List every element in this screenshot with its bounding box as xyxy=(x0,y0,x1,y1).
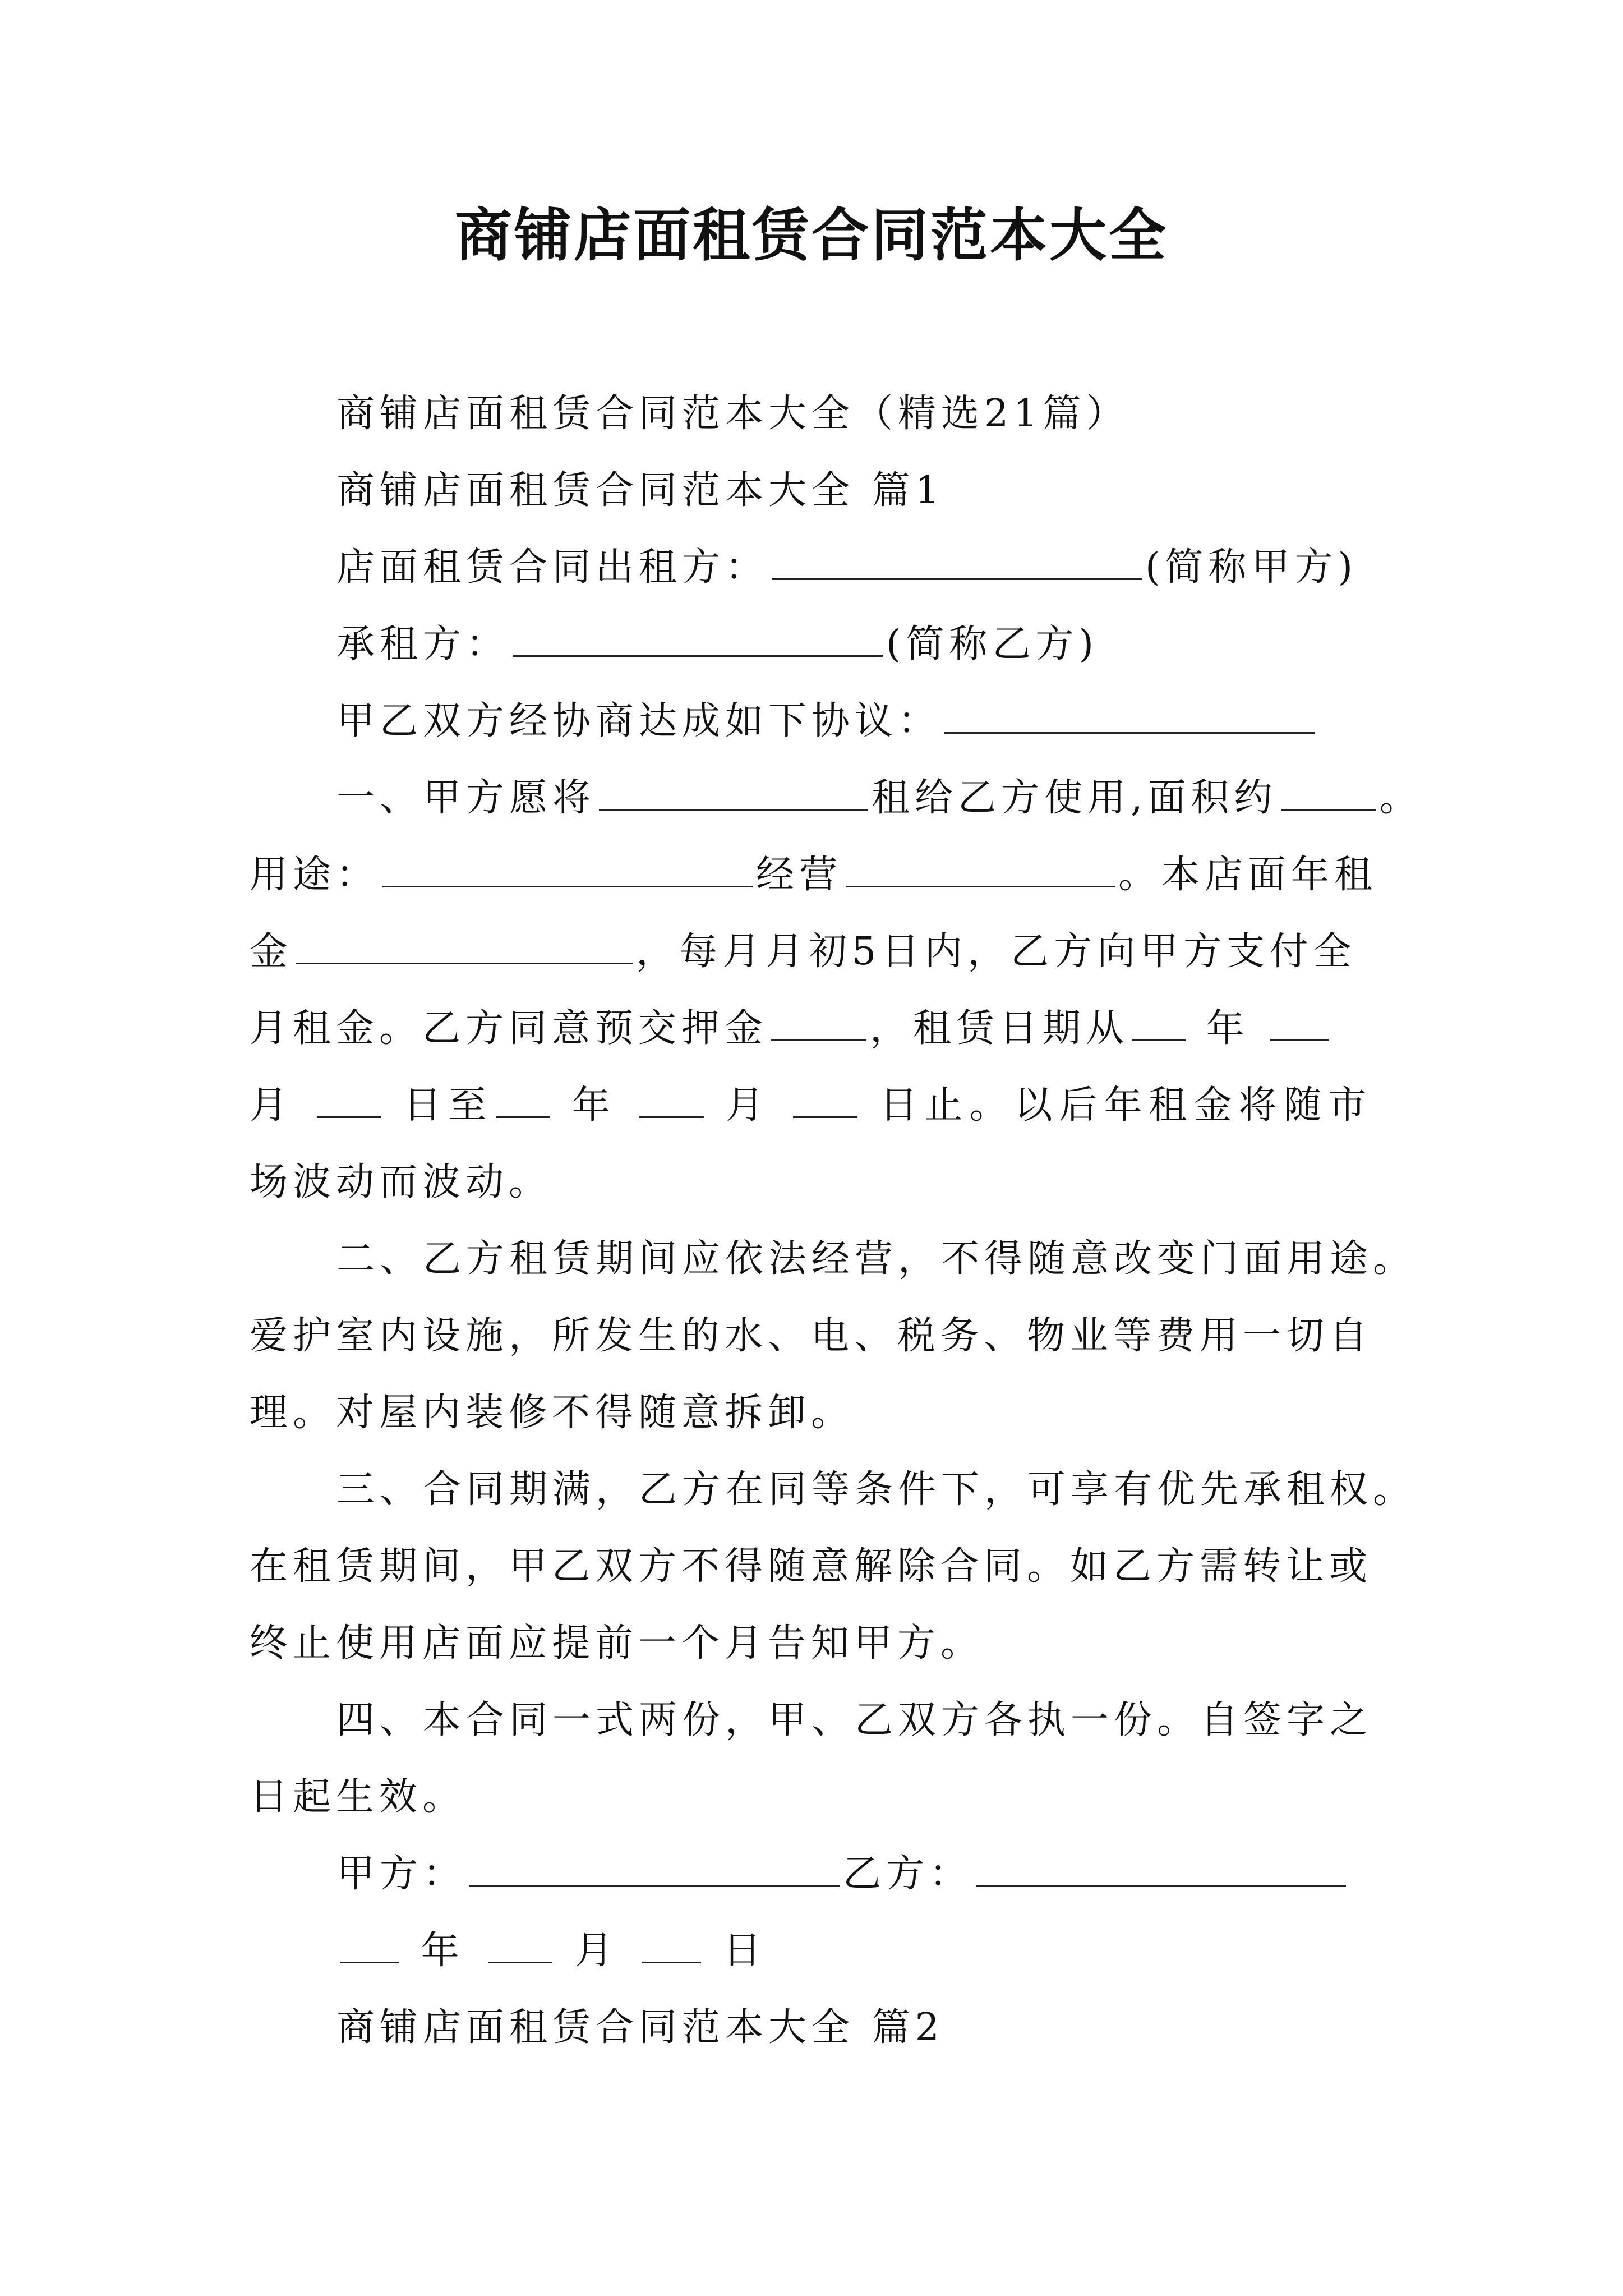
document-title: 商铺店面租赁合同范本大全 xyxy=(455,202,1168,269)
clause-1-text: ，每月月初5日内，乙方向甲方支付全 xyxy=(636,930,1357,974)
lessor-label: 店面租赁合同出租方： xyxy=(336,545,769,590)
end-year-blank xyxy=(496,1082,550,1118)
signature-date-line xyxy=(336,1923,768,1979)
clause-1-text: 月租金。乙方同意预交押金 xyxy=(250,1006,768,1051)
lessor-blank xyxy=(772,544,1142,580)
clause-1-line-4 xyxy=(250,1001,1332,1057)
sign-year-blank xyxy=(340,1927,399,1963)
clause-1-text: 经营 xyxy=(756,853,843,897)
clause-3-line-3: 终止使用店面应提前一个月告知甲方。 xyxy=(250,1621,984,1665)
end-month-blank xyxy=(639,1082,704,1118)
business-blank xyxy=(846,851,1115,887)
clause-3-line-1: 三、合同期满，乙方在同等条件下，可享有优先承租权。 xyxy=(336,1467,1417,1512)
day-to-label: 日至 xyxy=(403,1083,494,1128)
month-label: 月 xyxy=(250,1083,295,1128)
section-heading-2: 商铺店面租赁合同范本大全 篇2 xyxy=(336,2005,944,2050)
clause-1-text: 金 xyxy=(250,930,293,974)
clause-2-line-3: 理。对屋内装修不得随意拆卸。 xyxy=(250,1391,855,1435)
premises-blank xyxy=(599,774,868,811)
day-end-label: 日止。以后年租金将随市 xyxy=(879,1083,1373,1128)
section-heading-1: 商铺店面租赁合同范本大全 篇1 xyxy=(336,468,944,513)
clause-1-text: 用途： xyxy=(250,853,380,897)
signature-line xyxy=(336,1846,1349,1902)
clause-4-line-1: 四、本合同一式两份，甲、乙双方各执一份。自签字之 xyxy=(336,1698,1373,1742)
end-day-blank xyxy=(793,1082,857,1118)
sign-month-blank xyxy=(488,1927,552,1963)
clause-1-line-5 xyxy=(250,1078,1373,1134)
year-label: 年 xyxy=(1206,1006,1249,1051)
usage-blank xyxy=(382,851,753,887)
agreement-blank xyxy=(944,697,1315,734)
clause-1-text: 租给乙方使用,面积约 xyxy=(872,776,1278,820)
clause-1-text: 。本店面年租 xyxy=(1118,853,1378,897)
clause-1-line-3 xyxy=(250,924,1356,980)
clause-1-text: ，租赁日期从 xyxy=(870,1006,1129,1051)
party-b-blank xyxy=(976,1850,1346,1887)
start-month-blank xyxy=(1270,1005,1329,1041)
clause-1-text: 一、甲方愿将 xyxy=(336,776,596,820)
rent-blank xyxy=(296,928,633,964)
clause-1-line-1 xyxy=(336,770,1423,826)
sign-year-label: 年 xyxy=(421,1929,466,1973)
clause-3-line-2: 在租赁期间，甲乙双方不得随意解除合同。如乙方需转让或 xyxy=(250,1544,1373,1589)
clause-4-line-2: 日起生效。 xyxy=(250,1775,466,1819)
party-a-label: 甲方： xyxy=(336,1852,467,1896)
start-day-blank xyxy=(317,1082,381,1118)
party-a-blank xyxy=(469,1850,840,1887)
clause-1-text: 。 xyxy=(1379,776,1423,820)
clause-2-line-1: 二、乙方租赁期间应依法经营，不得随意改变门面用途。 xyxy=(336,1237,1417,1281)
clause-2-line-2: 爱护室内设施，所发生的水、电、税务、物业等费用一切自 xyxy=(250,1314,1373,1358)
year-label: 年 xyxy=(571,1083,617,1128)
lessee-suffix: (简称乙方) xyxy=(886,622,1099,666)
sign-month-label: 月 xyxy=(574,1929,620,1973)
month-label: 月 xyxy=(726,1083,771,1128)
agreement-intro: 甲乙双方经协商达成如下协议： xyxy=(336,699,942,743)
party-b-label: 乙方： xyxy=(843,1852,973,1896)
clause-1-line-2 xyxy=(250,847,1377,903)
lessee-line xyxy=(336,616,1099,673)
deposit-blank xyxy=(771,1005,866,1041)
start-year-blank xyxy=(1132,1005,1186,1041)
area-blank xyxy=(1281,774,1376,811)
sign-day-label: 日 xyxy=(723,1929,768,1973)
clause-1-line-6: 场波动而波动。 xyxy=(250,1160,552,1204)
lessor-line xyxy=(336,540,1358,596)
lessee-blank xyxy=(513,620,883,657)
agreement-intro-line xyxy=(336,693,1318,749)
lessee-label: 承租方： xyxy=(336,622,510,666)
sign-day-blank xyxy=(642,1927,701,1963)
document-subtitle: 商铺店面租赁合同范本大全（精选21篇） xyxy=(336,392,1129,436)
lessor-suffix: (简称甲方) xyxy=(1145,545,1358,590)
